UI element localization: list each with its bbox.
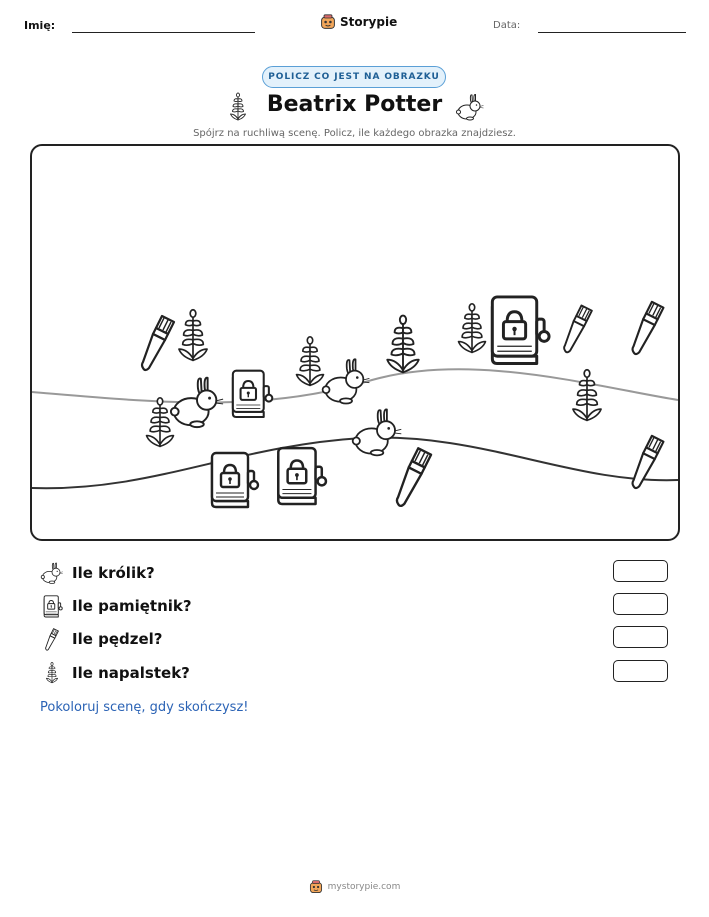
answer-box-rabbit[interactable] xyxy=(613,560,668,582)
paintbrush-icon[interactable] xyxy=(560,302,596,354)
foxglove-icon[interactable] xyxy=(382,308,424,382)
name-label: Imię: xyxy=(24,19,56,32)
rabbit-icon[interactable] xyxy=(168,370,226,434)
question-label: Ile napalstek? xyxy=(72,664,190,682)
storypie-mascot-icon xyxy=(320,14,336,30)
rabbit-icon xyxy=(455,92,485,122)
page-title: Beatrix Potter xyxy=(266,92,443,117)
footer xyxy=(0,880,709,894)
foxglove-icon[interactable] xyxy=(568,366,606,426)
answer-box-diary[interactable] xyxy=(613,593,668,615)
question-label: Ile królik? xyxy=(72,564,155,582)
question-row-diary xyxy=(40,593,192,619)
diary-icon[interactable] xyxy=(270,442,328,508)
question-label: Ile pędzel? xyxy=(72,630,163,648)
diary-icon[interactable] xyxy=(226,366,274,420)
date-line[interactable] xyxy=(538,32,686,33)
diary-icon[interactable] xyxy=(204,448,260,510)
rabbit-icon xyxy=(40,561,64,585)
question-row-foxglove xyxy=(40,660,190,686)
brand-logo xyxy=(320,14,397,30)
answer-box-foxglove[interactable] xyxy=(613,660,668,682)
storypie-mascot-icon xyxy=(309,880,323,894)
foxglove-icon xyxy=(40,661,64,685)
answer-box-paintbrush[interactable] xyxy=(613,626,668,648)
foxglove-icon[interactable] xyxy=(174,306,212,366)
question-label: Ile pamiętnik? xyxy=(72,597,192,615)
worksheet-tag: POLICZ CO JEST NA OBRAZKU xyxy=(262,66,446,88)
counting-scene xyxy=(30,144,680,541)
diary-icon[interactable] xyxy=(480,292,554,366)
brand-name: Storypie xyxy=(340,15,398,29)
paintbrush-icon[interactable] xyxy=(628,432,668,490)
paintbrush-icon[interactable] xyxy=(626,298,670,356)
date-label: Data: xyxy=(493,20,521,31)
paintbrush-icon xyxy=(40,627,64,651)
site-url: mystorypie.com xyxy=(327,882,401,892)
diary-icon xyxy=(40,594,64,618)
paintbrush-icon[interactable] xyxy=(392,444,436,508)
name-line[interactable] xyxy=(72,32,255,33)
instructions: Spójrz na ruchliwą scenę. Policz, ile każdego obrazka znajdziesz. xyxy=(193,128,516,139)
coloring-note: Pokoloruj scenę, gdy skończysz! xyxy=(40,700,249,715)
question-row-paintbrush xyxy=(40,626,163,652)
question-row-rabbit xyxy=(40,560,155,586)
